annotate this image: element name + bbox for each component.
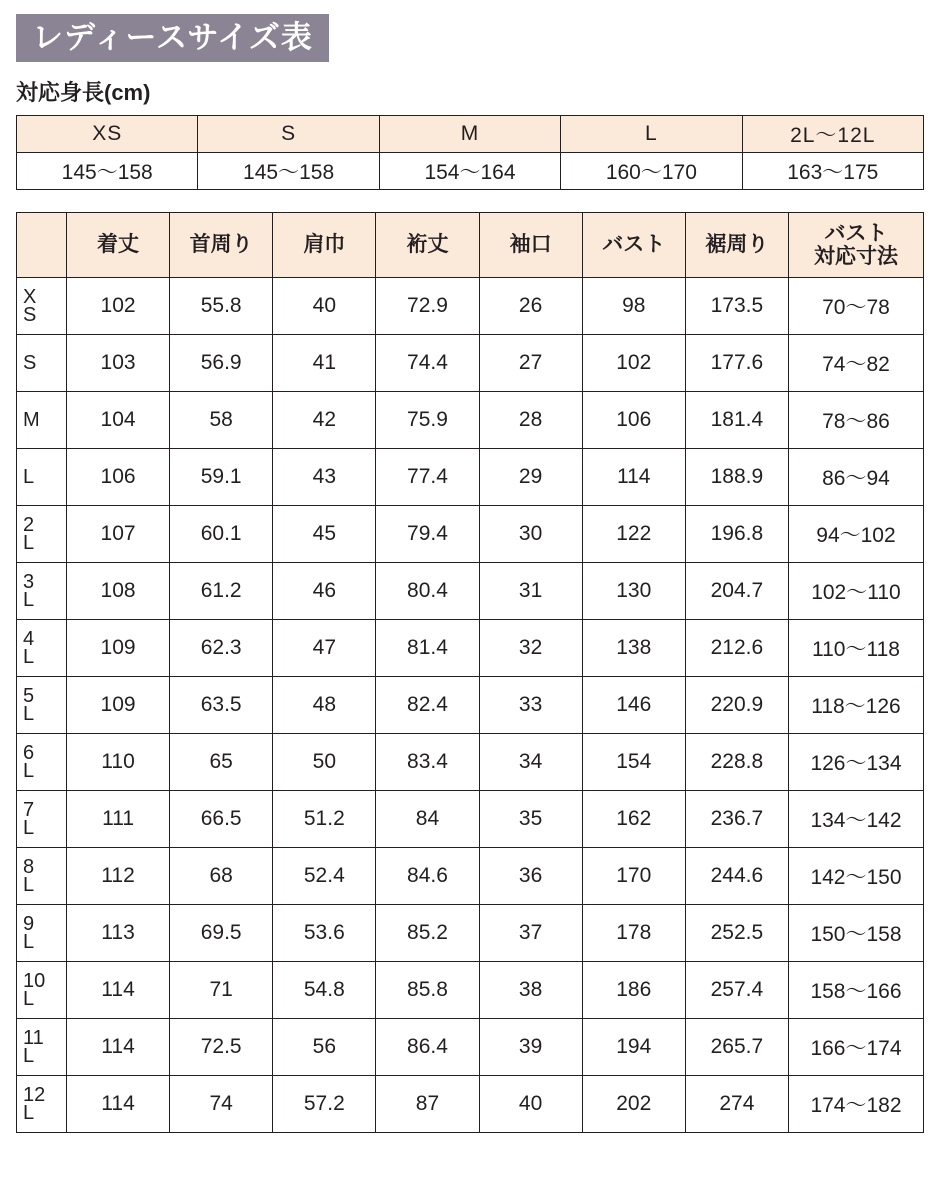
row-size-line1: X	[23, 285, 37, 308]
measurement-cell: 60.1	[170, 506, 273, 563]
measurement-cell: 166〜174	[788, 1019, 923, 1076]
height-range-table	[16, 115, 924, 190]
measurement-cell: 51.2	[273, 791, 376, 848]
measurements-column-header: バスト	[582, 213, 685, 278]
measurement-cell: 52.4	[273, 848, 376, 905]
measurement-cell: 130	[582, 563, 685, 620]
measurement-cell: 126〜134	[788, 734, 923, 791]
measurement-cell: 32	[479, 620, 582, 677]
measurement-cell: 138	[582, 620, 685, 677]
measurements-column-header: 裾周り	[685, 213, 788, 278]
row-size-label	[17, 791, 67, 848]
table-row	[17, 1076, 924, 1133]
row-size-line1: 8	[23, 855, 35, 878]
measurement-cell: 78〜86	[788, 392, 923, 449]
measurement-cell: 110〜118	[788, 620, 923, 677]
measurement-cell: 177.6	[685, 335, 788, 392]
measurement-cell: 66.5	[170, 791, 273, 848]
row-size-label	[17, 1076, 67, 1133]
measurement-cell: 85.8	[376, 962, 479, 1019]
row-size-line1: 7	[23, 798, 35, 821]
row-size-label	[17, 449, 67, 506]
measurement-cell: 114	[66, 1076, 169, 1133]
row-size-label	[17, 506, 67, 563]
measurement-cell: 72.9	[376, 278, 479, 335]
row-size-line1: 4	[23, 627, 35, 650]
measurement-cell: 84	[376, 791, 479, 848]
row-size-line2: L	[23, 532, 35, 554]
measurement-cell: 62.3	[170, 620, 273, 677]
measurement-cell: 110	[66, 734, 169, 791]
measurement-cell: 228.8	[685, 734, 788, 791]
table-row	[17, 848, 924, 905]
measurement-cell: 107	[66, 506, 169, 563]
measurement-cell: 72.5	[170, 1019, 273, 1076]
measurement-cell: 39	[479, 1019, 582, 1076]
measurement-cell: 174〜182	[788, 1076, 923, 1133]
measurement-cell: 104	[66, 392, 169, 449]
measurement-cell: 29	[479, 449, 582, 506]
row-size-line2: S	[23, 304, 37, 326]
measurement-cell: 58	[170, 392, 273, 449]
measurement-cell: 146	[582, 677, 685, 734]
measurement-cell: 74	[170, 1076, 273, 1133]
height-size-header: 2L〜12L	[742, 116, 923, 153]
measurement-cell: 102〜110	[788, 563, 923, 620]
measurement-cell: 68	[170, 848, 273, 905]
measurement-cell: 31	[479, 563, 582, 620]
measurement-cell: 87	[376, 1076, 479, 1133]
row-size-label	[17, 1019, 67, 1076]
height-range-value: 145〜158	[198, 153, 379, 190]
row-size-label	[17, 962, 67, 1019]
row-size-line1: 9	[23, 912, 35, 935]
measurement-cell: 194	[582, 1019, 685, 1076]
measurement-cell: 42	[273, 392, 376, 449]
row-size-line1: 11	[23, 1026, 44, 1049]
measurements-column-header	[788, 213, 923, 278]
measurement-cell: 75.9	[376, 392, 479, 449]
table-row	[17, 563, 924, 620]
table-row	[17, 734, 924, 791]
measurement-cell: 43	[273, 449, 376, 506]
measurement-cell: 45	[273, 506, 376, 563]
measurement-cell: 150〜158	[788, 905, 923, 962]
measurement-cell: 106	[66, 449, 169, 506]
column-header-line1: バスト	[824, 221, 888, 245]
height-section-label: 対応身長(cm)	[16, 80, 151, 105]
height-range-value: 154〜164	[379, 153, 560, 190]
measurements-corner-cell	[17, 213, 67, 278]
measurement-cell: 188.9	[685, 449, 788, 506]
measurement-cell: 106	[582, 392, 685, 449]
measurement-cell: 79.4	[376, 506, 479, 563]
measurement-cell: 84.6	[376, 848, 479, 905]
row-size-label	[17, 278, 67, 335]
measurement-cell: 114	[66, 962, 169, 1019]
measurement-cell: 181.4	[685, 392, 788, 449]
measurement-cell: 40	[273, 278, 376, 335]
measurements-column-header: 首周り	[170, 213, 273, 278]
measurement-cell: 114	[582, 449, 685, 506]
measurements-header-row	[17, 213, 924, 278]
measurement-cell: 57.2	[273, 1076, 376, 1133]
measurement-cell: 265.7	[685, 1019, 788, 1076]
row-size-label	[17, 734, 67, 791]
row-size-label	[17, 848, 67, 905]
table-row	[17, 677, 924, 734]
row-size-line1: M	[23, 408, 40, 431]
measurement-cell: 154	[582, 734, 685, 791]
measurement-cell: 41	[273, 335, 376, 392]
measurement-cell: 112	[66, 848, 169, 905]
measurement-cell: 274	[685, 1076, 788, 1133]
measurement-cell: 86.4	[376, 1019, 479, 1076]
row-size-line2: L	[23, 589, 35, 611]
row-size-label	[17, 905, 67, 962]
measurement-cell: 122	[582, 506, 685, 563]
measurements-column-header: 肩巾	[273, 213, 376, 278]
table-row	[17, 392, 924, 449]
measurement-cell: 186	[582, 962, 685, 1019]
table-gap	[16, 190, 924, 212]
measurement-cell: 103	[66, 335, 169, 392]
measurement-cell: 34	[479, 734, 582, 791]
measurement-cell: 86〜94	[788, 449, 923, 506]
table-row	[17, 506, 924, 563]
measurement-cell: 114	[66, 1019, 169, 1076]
row-size-line1: 6	[23, 741, 35, 764]
table-row	[17, 620, 924, 677]
row-size-label	[17, 620, 67, 677]
height-range-value: 160〜170	[561, 153, 742, 190]
height-size-header: S	[198, 116, 379, 153]
measurement-cell: 82.4	[376, 677, 479, 734]
measurement-cell: 53.6	[273, 905, 376, 962]
measurement-cell: 35	[479, 791, 582, 848]
measurement-cell: 111	[66, 791, 169, 848]
measurement-cell: 48	[273, 677, 376, 734]
row-size-label	[17, 335, 67, 392]
height-size-header: M	[379, 116, 560, 153]
height-table-header-row	[17, 116, 924, 153]
measurement-cell: 26	[479, 278, 582, 335]
row-size-line1: 12	[23, 1083, 46, 1106]
measurement-cell: 173.5	[685, 278, 788, 335]
row-size-line1: 10	[23, 969, 46, 992]
row-size-line2: L	[23, 874, 35, 896]
measurements-table	[16, 212, 924, 1133]
row-size-label	[17, 392, 67, 449]
row-size-line2: L	[23, 817, 35, 839]
measurement-cell: 77.4	[376, 449, 479, 506]
measurement-cell: 113	[66, 905, 169, 962]
measurement-cell: 204.7	[685, 563, 788, 620]
measurement-cell: 61.2	[170, 563, 273, 620]
measurement-cell: 108	[66, 563, 169, 620]
measurement-cell: 50	[273, 734, 376, 791]
measurement-cell: 202	[582, 1076, 685, 1133]
measurement-cell: 134〜142	[788, 791, 923, 848]
row-size-label	[17, 677, 67, 734]
measurement-cell: 38	[479, 962, 582, 1019]
measurement-cell: 33	[479, 677, 582, 734]
measurement-cell: 56.9	[170, 335, 273, 392]
row-size-line1: 2	[23, 513, 35, 536]
measurement-cell: 37	[479, 905, 582, 962]
measurement-cell: 162	[582, 791, 685, 848]
measurement-cell: 36	[479, 848, 582, 905]
row-size-line1: 5	[23, 684, 35, 707]
measurement-cell: 70〜78	[788, 278, 923, 335]
measurement-cell: 69.5	[170, 905, 273, 962]
table-row	[17, 905, 924, 962]
measurement-cell: 220.9	[685, 677, 788, 734]
height-size-header: L	[561, 116, 742, 153]
measurement-cell: 98	[582, 278, 685, 335]
measurement-cell: 63.5	[170, 677, 273, 734]
measurement-cell: 102	[582, 335, 685, 392]
measurement-cell: 65	[170, 734, 273, 791]
measurement-cell: 59.1	[170, 449, 273, 506]
row-size-line2: L	[23, 1102, 35, 1124]
row-size-label	[17, 563, 67, 620]
measurement-cell: 118〜126	[788, 677, 923, 734]
measurement-cell: 81.4	[376, 620, 479, 677]
row-size-line2: L	[23, 988, 35, 1010]
table-row	[17, 791, 924, 848]
column-header-line2: 対応寸法	[813, 245, 898, 268]
measurement-cell: 40	[479, 1076, 582, 1133]
measurement-cell: 54.8	[273, 962, 376, 1019]
row-size-line1: L	[23, 465, 35, 488]
measurement-cell: 142〜150	[788, 848, 923, 905]
measurement-cell: 55.8	[170, 278, 273, 335]
measurement-cell: 80.4	[376, 563, 479, 620]
measurement-cell: 252.5	[685, 905, 788, 962]
measurement-cell: 28	[479, 392, 582, 449]
row-size-line2: L	[23, 1045, 35, 1067]
row-size-line2: L	[23, 760, 35, 782]
measurements-column-header: 着丈	[66, 213, 169, 278]
height-size-header: XS	[17, 116, 198, 153]
measurement-cell: 196.8	[685, 506, 788, 563]
measurement-cell: 178	[582, 905, 685, 962]
measurement-cell: 158〜166	[788, 962, 923, 1019]
row-size-line2: L	[23, 646, 35, 668]
height-table-value-row	[17, 153, 924, 190]
row-size-line1: S	[23, 351, 37, 374]
measurement-cell: 56	[273, 1019, 376, 1076]
row-size-line2: L	[23, 703, 35, 725]
measurement-cell: 236.7	[685, 791, 788, 848]
table-row	[17, 278, 924, 335]
measurements-column-header: 裄丈	[376, 213, 479, 278]
measurement-cell: 85.2	[376, 905, 479, 962]
row-size-line1: 3	[23, 570, 35, 593]
measurement-cell: 74〜82	[788, 335, 923, 392]
measurement-cell: 47	[273, 620, 376, 677]
measurement-cell: 244.6	[685, 848, 788, 905]
height-range-value: 145〜158	[17, 153, 198, 190]
measurement-cell: 109	[66, 677, 169, 734]
measurement-cell: 46	[273, 563, 376, 620]
measurement-cell: 102	[66, 278, 169, 335]
table-row	[17, 335, 924, 392]
row-size-line2: L	[23, 931, 35, 953]
measurement-cell: 30	[479, 506, 582, 563]
measurement-cell: 109	[66, 620, 169, 677]
page-title: レディースサイズ表	[16, 14, 329, 62]
measurement-cell: 83.4	[376, 734, 479, 791]
measurement-cell: 170	[582, 848, 685, 905]
measurement-cell: 212.6	[685, 620, 788, 677]
table-row	[17, 1019, 924, 1076]
measurements-column-header: 袖口	[479, 213, 582, 278]
measurement-cell: 74.4	[376, 335, 479, 392]
measurement-cell: 94〜102	[788, 506, 923, 563]
table-row	[17, 449, 924, 506]
measurement-cell: 71	[170, 962, 273, 1019]
measurement-cell: 257.4	[685, 962, 788, 1019]
height-range-value: 163〜175	[742, 153, 923, 190]
table-row	[17, 962, 924, 1019]
measurement-cell: 27	[479, 335, 582, 392]
